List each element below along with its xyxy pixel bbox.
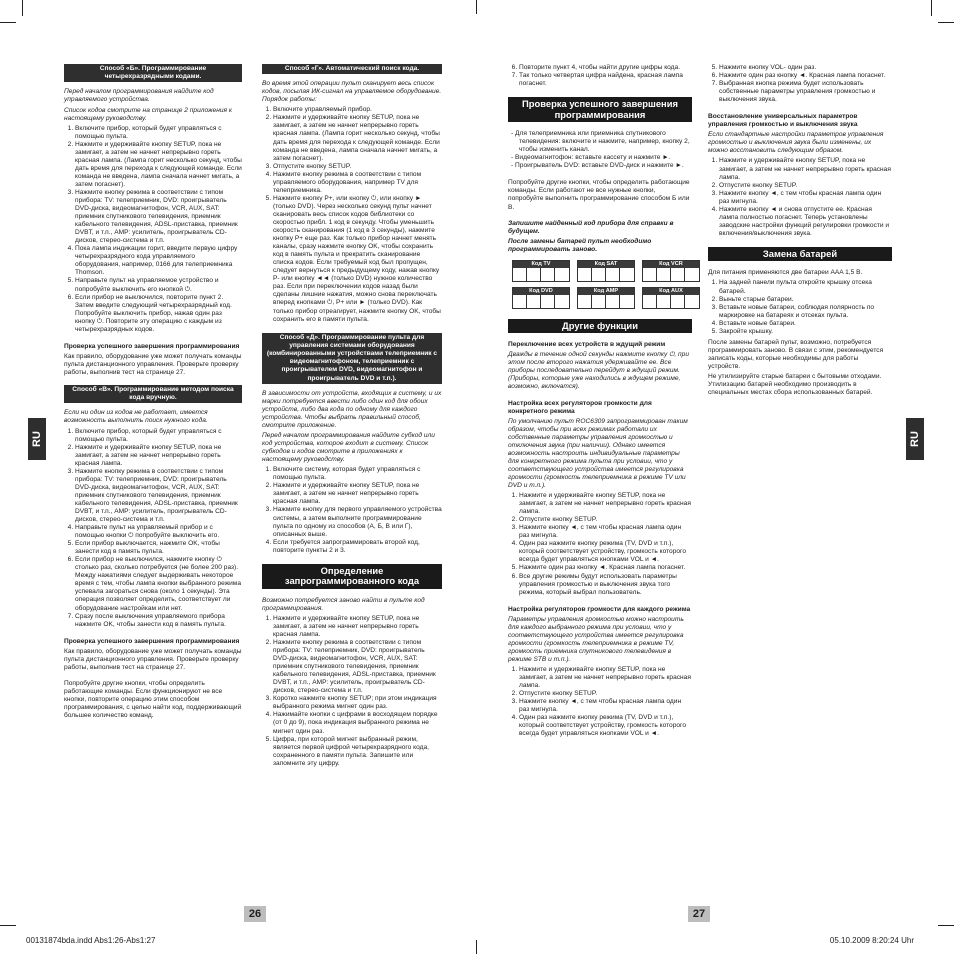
paragraph: Попробуйте другие кнопки, чтобы определить работающие команды. Если работают не все нужные кнопки, попробуйте выполнить программирование способом Б или В. [508, 179, 690, 211]
list-item: 6. Если прибор не выключился, повторите пункт 2. Затем введите следующий четырехразрядный код. Попробуйте выключить прибор, нажав один раз кнопку ⏻. Повторите эту операцию с каждым из четырехразрядных кодов. [75, 294, 242, 334]
heading-check: Проверка успешного завершения программирования [508, 97, 692, 122]
language-tab-label: RU [30, 431, 43, 447]
code-box-label: Код VCR [643, 261, 699, 268]
list-item: 3. Нажмите кнопку режима в соответствии с типом прибора: TV: телеприемник, DVD: проигрыватель DVD-диска, видеомагнитофон, VCR, AUX, SAT: приемник спутникового телевидения, приемник кабельного телевидения, ADSL-приставка, приемник DVBT, и т.п., AMP: усилитель, проигрыватель CD-дисков, стерео-система и т.п. [75, 189, 242, 245]
steps-list [64, 125, 242, 334]
list-item: 7. Так только четвертая цифра найдена, красная лампа погаснет. [519, 72, 692, 88]
list-item: 4. Нажмите кнопку ◄ и снова отпустите ее. Красная лампа полностью погаснет. Теперь установлены заводские настройки функций регулировки громкости и включения/выключения звука. [719, 206, 892, 238]
subheading: Настройка всех регуляторов громкости для конкретного режима [508, 399, 652, 415]
steps-list [708, 157, 892, 237]
footer-right: 05.10.2009 8:20:24 Uhr [829, 936, 914, 945]
list-item: 3. Нажмите кнопку ◄, с тем чтобы красная лампа один раз мигнула. [519, 698, 692, 714]
note: После замены батарей пульт необходимо программировать заново. [508, 237, 652, 253]
list-item: 2. Отпустите кнопку SETUP. [519, 690, 692, 698]
list-item: 7. Сразу после выключения управляемого прибора нажмите OK, чтобы занести код в память пульта. [75, 613, 242, 629]
list-item: 2. Нажмите и удерживайте кнопку SETUP, пока не замигает, а затем не начнет непрерывно гореть красная лампа. (Лампа горит несколько секунд, чтобы дать время для перехода к следующей команде. Если команда не введена, лампа сначала начнет мигать, а затем погаснет). [75, 141, 242, 189]
heading-code-identification: Определение запрограммированного кода [262, 564, 442, 589]
list-item: 3. Нажмите кнопку ◄, с тем чтобы красная лампа один раз мигнула. [719, 190, 892, 206]
column-3 [508, 64, 692, 741]
paragraph: Если стандартные настройки параметров управления громкостью и выключения звука были изменены, их можно восстановить следующим образом. [708, 131, 884, 155]
paragraph: Попробуйте другие кнопки, чтобы определить работающие команды. Если функционируют не все кнопки, повторите операцию этим способом программирования, с целью найти код, поддерживающий большее количество команд. [64, 679, 242, 720]
list-item: 5. Закройте крышку. [719, 328, 892, 336]
list-item: 4. Если требуется запрограммировать второй код, повторите пункты 2 и 3. [273, 539, 442, 555]
crop-mark [22, 0, 23, 16]
crop-mark [0, 22, 16, 23]
heading-method-b: Способ «Б». Программирование четырехразрядными кодами. [64, 64, 242, 82]
subheading: Проверка успешного завершения программирования [64, 637, 240, 645]
list-item: 1. Нажмите и удерживайте кнопку SETUP, пока не замигает, а затем не начнет непрерывно гореть красная лампа. [719, 157, 892, 181]
heading-battery: Замена батарей [708, 247, 892, 262]
list-item: 4. Вставьте новые батареи. [719, 320, 892, 328]
code-box [512, 260, 570, 282]
steps-list [508, 666, 692, 738]
list-item: 1. Нажмите и удерживайте кнопку SETUP, пока не замигает, а затем не начнет непрерывно гореть красная лампа. [273, 615, 442, 639]
list-item: 5. Если прибор выключается, нажмите OK, чтобы занести код в память пульта. [75, 540, 242, 556]
list-item: 5. Направьте пульт на управляемое устройство и попробуйте выключить его кнопкой ⏻. [75, 277, 242, 293]
intro-text: Возможно потребуется заново найти в пульте код программирования. [262, 596, 425, 612]
list-item: - Для телеприемника или приемника спутникового телевидения: включите и нажмите, например, кнопку 2, чтобы изменить канал. [519, 130, 692, 154]
subheading: Проверка успешного завершения программирования [64, 342, 240, 350]
paragraph: После замены батарей пульт, возможно, потребуется программировать заново. В связи с этим, рекомендуется записать коды, которые необходимы для работы устройств. [708, 338, 884, 370]
code-box [512, 287, 570, 309]
list-item: 3. Нажмите кнопку для первого управляемого устройства системы, а затем выполните программирование пульта по одному из способов (А, Б, В или Г), описанных выше. [273, 506, 442, 538]
steps-list [262, 615, 442, 768]
paragraph: Параметры управления громкостью можно настроить для каждого выбранного режима при условии, что у соответствующего устройства имеется регулировка громкости (громкость телеприемника в режиме TV, громкость приемника спутникового телевидения в режиме STB и т.п.). [508, 615, 684, 663]
note: Запишите найденный код прибора для справки в будущем. [508, 219, 674, 235]
paragraph: Дважды в течение одной секунды нажмите кнопку ⏻, при этом после второго нажатия удерживайте ее. Все приборы последовательно перейдут в ждущий режим. (Приборы, которые уже находились в ждущем режиме, возможно, включатся). [508, 351, 689, 391]
intro-text: Если ни один из кодов не работает, имеется возможность выполнить поиск нужного кода. [64, 409, 208, 425]
list-item: 5. Нажмите кнопку P+, или кнопку ⏻, или кнопку ► (только DVD). Через несколько секунд пульт начнет сканировать весь список кодов библиотеки со скоростью прибл. 1 код в секунду. Чтобы уменьшить скорость сканирования (1 код в 3 секунды), нажмите кнопку P+ еще раз. Как только прибор начнет менять каналы, сразу нажмите кнопку OK, чтобы сохранить код в память пульта и прекратить сканирование списка кодов. Если требуемый код был пропущен, следует вернуться к предыдущему коду, нажав кнопку P- или кнопку ◄◄ (только DVD) нужное количество раз. Если при переключении кодов назад были сделаны лишние нажатия, можно снова переключать вперед кнопками ⏻, P+ или ► (только DVD). Как только прибор отреагирует, нажмите кнопку OK, чтобы сохранить его в памяти пульта. [273, 195, 442, 324]
list-item: 4. Нажмите кнопку режима в соответствии с типом управляемого оборудования, например TV для телеприемника. [273, 171, 442, 195]
list-item: 2. Нажмите и удерживайте кнопку SETUP, пока не замигает, а затем не начнет непрерывно гореть красная лампа. [273, 482, 442, 506]
subheading: Восстановление универсальных параметров управления громкостью и выключения звука [708, 113, 858, 129]
list-item: - Видеомагнитофон: вставьте кассету и нажмите ►. [519, 154, 692, 162]
list-item: 1. Включите систему, которая будет управляться с помощью пульта. [273, 466, 442, 482]
list-item: 4. Один раз нажмите кнопку режима (TV, DVD и т.п.), который соответствует устройству, громкость которого всегда будет управляться кнопками VOL и ◄. [519, 714, 692, 738]
list-item: 1. Включите управляемый прибор. [273, 106, 442, 114]
list-item: 5. Нажмите кнопку VOL- один раз. [719, 64, 892, 72]
list-item: 2. Отпустите кнопку SETUP. [719, 182, 892, 190]
list-item: - Проигрыватель DVD: вставьте DVD-диск и нажмите ►. [519, 162, 692, 170]
intro-text: В зависимости от устройств, входящих в систему, и их марки потребуется ввести либо один код для обоих устройств, либо два кода по одному для каждого устройства. Чтобы выбрать правильный способ, смотрите приложение. [262, 389, 442, 430]
list-item: 4. Направьте пульт на управляемый прибор и с помощью кнопки ⏻ попробуйте выключить его. [75, 524, 242, 540]
list-item: 3. Нажмите кнопку режима в соответствии с типом прибора: TV: телеприемник, DVD: проигрыватель DVD-диска, видеомагнитофон, VCR, AUX, SAT: приемник спутникового телевидения, приемник кабельного телевидения, ADSL-приставка, приемник DVBT, и т.п., AMP: усилитель, проигрыватель CD-дисков, стерео-система и т.п. [75, 468, 242, 524]
list-item: 3. Нажмите кнопку ◄, с тем чтобы красная лампа один раз мигнула. [519, 524, 692, 540]
code-box [642, 287, 700, 309]
list-item: 6. Нажмите один раз кнопку ◄. Красная лампа погаснет. [719, 72, 892, 80]
language-tab-left [28, 418, 46, 460]
list-item: 7. Выбранная кнопка режима будет использовать собственные параметры управления громкостью и выключения звука. [719, 80, 892, 104]
list-item: 4. Нажимайте кнопки с цифрами в восходящем порядке (от 0 до 9), пока индикация выбранного режима не мигнет один раз. [273, 711, 442, 735]
crop-mark [476, 0, 477, 14]
list-item: 1. На задней панели пульта откройте крышку отсека батарей. [719, 279, 892, 295]
intro-text: Перед началом программирования найдите субкод или код устройства, которое входит в систему. Список субкодов и кодов смотрите в приложениях к настоящему руководству. [262, 432, 435, 464]
column-1 [64, 64, 242, 722]
list-item: 3. Коротко нажмите кнопку SETUP; при этом индикация выбранного режима мигнет один раз. [273, 695, 442, 711]
list-item: 6. Повторите пункт 4, чтобы найти другие цифры кода. [519, 64, 692, 72]
intro-text: Список кодов смотрите на странице 2 приложения к настоящему руководству. [64, 106, 232, 122]
steps-list [508, 492, 692, 597]
steps-list [708, 64, 892, 104]
paragraph: Не утилизируйте старые батареи с бытовыми отходами. Утилизацию батарей необходимо производить в специальных местах сбора использованных батарей. [708, 373, 882, 397]
list-item: 2. Нажмите кнопку режима в соответствии с типом прибора: TV: телеприемник, DVD: проигрыватель DVD-диска, видеомагнитофон, VCR, AUX, SAT: приемник спутникового телевидения, приемник кабельного телевидения, ADSL-приставка, приемник DVBT, и т.п., AMP: усилитель, проигрыватель CD-дисков, стерео-система и т.п. [273, 639, 442, 695]
list-item: 2. Выньте старые батареи. [719, 296, 892, 304]
language-tab-label: RU [908, 431, 921, 447]
paragraph: Как правило, оборудование уже может получать команды пульта дистанционного управления. Проверьте проверку работы, выполнив тест на странице 27. [64, 647, 242, 671]
heading-method-g: Способ «Г». Автоматический поиск кода. [262, 64, 442, 74]
steps-list [262, 106, 442, 323]
intro-text: Перед началом программирования найдите код управляемого устройства. [64, 88, 214, 104]
crop-mark [938, 22, 954, 23]
steps-list [64, 428, 242, 629]
column-2 [262, 64, 442, 771]
steps-list [708, 279, 892, 335]
code-box-label: Код AUX [643, 288, 699, 295]
page-number-left: 26 [244, 906, 266, 922]
crop-mark [938, 925, 954, 926]
check-list [508, 130, 692, 170]
list-item: 2. Нажмите и удерживайте кнопку SETUP, пока не замигает, а затем не начнет непрерывно гореть красная лампа. (Лампа горит несколько секунд, чтобы дать время для перехода к следующей команде. Если команда не введена, лампа сначала начнет мигать, а затем погаснет). [273, 114, 442, 162]
column-4 [708, 64, 892, 399]
heading-other-functions: Другие функции [508, 319, 692, 334]
list-item: 5. Цифра, при которой мигнет выбранный режим, является первой цифрой четырехразрядного кода, сохраненного в памяти пульта. Запишите или запомните эту цифру. [273, 736, 442, 768]
crop-mark [476, 940, 477, 954]
list-item: 6. Если прибор не выключился, нажмите кнопку ⏻ столько раз, сколько потребуется (не более 200 раз). Между нажатиями следует выдерживать некоторое время с тем, чтобы лампа кнопки выбранного режима успевала загораться снова (около 1 секунды). Эта операция позволяет определить, соответствует ли оборудование настройкам или нет. [75, 556, 242, 612]
list-item: 1. Включите прибор, который будет управляться с помощью пульта. [75, 428, 242, 444]
code-box-label: Код TV [513, 261, 569, 268]
code-box-label: Код SAT [578, 261, 634, 268]
list-item: 1. Нажмите и удерживайте кнопку SETUP, пока не замигает, а затем не начнет непрерывно гореть красная лампа. [519, 492, 692, 516]
code-box [577, 260, 635, 282]
paragraph: Для питания применяются две батареи AAA 1,5 В. [708, 269, 863, 277]
code-box-label: Код AMP [578, 288, 634, 295]
list-item: 5. Нажмите один раз кнопку ◄. Красная лампа погаснет. [519, 564, 692, 572]
paragraph: По умолчанию пульт ROC6309 запрограммирован таким образом, чтобы при всех режимах работали их собственные параметры управления громкостью и отключения звука (при наличии). Однако имеется возможность настроить индивидуальные параметры для конкретного режима пульта при условии, что у соответствующего устройства имеется регулировка громкости (громкость телеприемника в режиме TV или DVD и т.п.). [508, 417, 688, 489]
page-number-right: 27 [688, 906, 710, 922]
list-item: 3. Отпустите кнопку SETUP. [273, 163, 442, 171]
steps-list [262, 466, 442, 555]
list-item: 4. Один раз нажмите кнопку режима (TV, DVD и т.п.), который соответствует устройству, громкость которого всегда будет управляться кнопками VOL и ◄. [519, 540, 692, 564]
code-box [577, 287, 635, 309]
subheading: Настройка регуляторов громкости для каждого режима [508, 605, 691, 613]
crop-mark [0, 925, 16, 926]
list-item: 3. Вставьте новые батареи, соблюдая полярность по маркировке на батареях и отсеках пульта. [719, 304, 892, 320]
footer-left: 00131874bda.indd Abs1:26-Abs1:27 [26, 936, 156, 945]
crop-mark [931, 0, 932, 16]
code-box-label: Код DVD [513, 288, 569, 295]
list-item: 2. Нажмите и удерживайте кнопку SETUP, пока не замигает, а затем не начнет непрерывно гореть красная лампа. [75, 444, 242, 468]
subheading: Переключение всех устройств в ждущий режим [508, 341, 666, 349]
paragraph: Как правило, оборудование уже может получать команды пульта дистанционного управления. Проверьте проверку работы, выполнив тест на странице 27. [64, 352, 242, 376]
heading-method-v: Способ «В». Программирование методом поиска кода вручную. [64, 385, 242, 403]
code-boxes [512, 260, 692, 309]
list-item: 6. Все другие режимы будут использовать параметры управления громкостью и выключения звука того режима, который выбрал пользователь. [519, 573, 692, 597]
heading-method-d: Способ «Д». Программирование пульта для управления системами оборудования (комбинированными устройствами телеприемник с видеомагнитофоном, телеприемник с проигрывателем DVD, видеомагнитофон и проигрыватель DVD и т.п.). [262, 333, 442, 384]
language-tab-right [906, 418, 924, 460]
code-box [642, 260, 700, 282]
intro-text: Во время этой операции пульт сканирует весь список кодов, посылая ИК-сигнал на управляемое оборудование. Порядок работы: [262, 80, 442, 104]
list-item: 1. Нажмите и удерживайте кнопку SETUP, пока не замигает, а затем не начнет непрерывно гореть красная лампа. [519, 666, 692, 690]
steps-list [508, 64, 692, 88]
list-item: 1. Включите прибор, который будет управляться с помощью пульта. [75, 125, 242, 141]
list-item: 2. Отпустите кнопку SETUP. [519, 516, 692, 524]
list-item: 4. Пока лампа индикации горит, введите первую цифру четырехразрядного кода управляемого оборудования, например, 0166 для телеприемника Thomson. [75, 245, 242, 277]
